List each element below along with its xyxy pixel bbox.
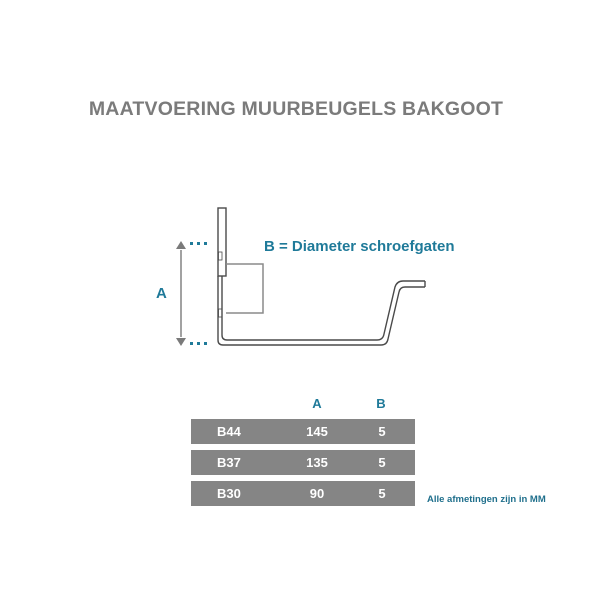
units-note: Alle afmetingen zijn in MM xyxy=(427,494,546,505)
page-title: MAATVOERING MUURBEUGELS BAKGOOT xyxy=(88,98,504,120)
dimension-a-label: A xyxy=(156,285,167,302)
extension-dots-top xyxy=(190,242,207,245)
row-value-a: 90 xyxy=(309,486,325,501)
table-row xyxy=(191,481,415,506)
column-header-b: B xyxy=(376,396,386,411)
row-value-a: 145 xyxy=(306,424,328,439)
row-value-a: 135 xyxy=(306,455,328,470)
row-type: B44 xyxy=(217,424,241,439)
row-value-b: 5 xyxy=(378,455,386,470)
row-type: B37 xyxy=(217,455,241,470)
mounting-plate xyxy=(218,208,226,276)
table-row xyxy=(191,419,415,444)
extension-dots-bottom xyxy=(190,342,207,345)
row-value-b: 5 xyxy=(378,424,386,439)
screw-hole-top xyxy=(219,252,223,260)
dimension-a-arrow-top xyxy=(176,241,186,249)
table-row xyxy=(191,450,415,475)
dimension-a-arrow-bottom xyxy=(176,338,186,346)
row-type: B30 xyxy=(217,486,241,501)
row-value-b: 5 xyxy=(378,486,386,501)
column-header-a: A xyxy=(312,396,322,411)
b-diameter-legend: B = Diameter schroefgaten xyxy=(264,238,455,255)
bracket-outline-outer xyxy=(218,276,425,345)
b-callout-line xyxy=(226,264,263,313)
